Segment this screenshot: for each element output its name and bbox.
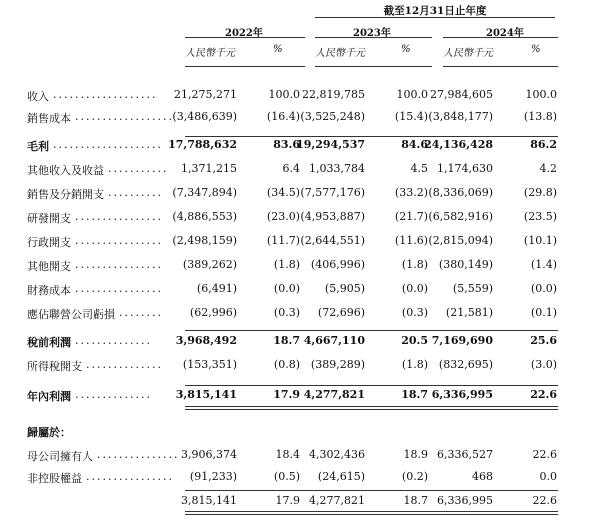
amount-cell: (7,577,176) [300, 186, 365, 199]
table-row [0, 424, 604, 444]
row-leader-dots: .................. [75, 110, 174, 123]
table-row [0, 210, 604, 230]
percent-cell: 25.6 [530, 334, 557, 347]
amount-cell: 4,667,110 [303, 334, 365, 347]
percent-cell: (13.8) [523, 110, 557, 123]
year-2022: 2022年 [225, 28, 263, 39]
rule-before-gross-profit [185, 136, 558, 137]
amount-cell: 3,906,374 [181, 448, 237, 461]
percent-cell: (15.4) [394, 110, 428, 123]
percent-cell: 4.5 [410, 162, 428, 175]
amount-cell: (24,615) [317, 470, 365, 483]
year-2024: 2024年 [486, 28, 524, 39]
amount-cell: (91,233) [189, 470, 237, 483]
row-leader-dots: ................ [75, 210, 163, 223]
percent-cell: (0.1) [530, 306, 557, 319]
row-leader-dots: ............... [97, 448, 180, 461]
percent-cell: 83.6 [273, 138, 300, 151]
table-row [0, 138, 604, 158]
amount-cell: 22,819,785 [302, 88, 365, 101]
rule-before-net [185, 385, 558, 386]
row-label: 行政開支 [27, 236, 71, 249]
amount-cell: 21,275,271 [174, 88, 237, 101]
unit-amount-2024: 人民幣千元 [443, 48, 493, 59]
percent-cell: 22.6 [532, 448, 557, 461]
percent-cell: (34.5) [266, 186, 300, 199]
amount-cell: 19,294,537 [296, 138, 365, 151]
percent-cell: 22.6 [530, 388, 557, 401]
year-2023: 2023年 [353, 28, 391, 39]
table-row [0, 162, 604, 182]
percent-cell: (0.8) [273, 358, 300, 371]
amount-cell: 4,277,821 [303, 388, 365, 401]
amount-cell: (72,696) [317, 306, 365, 319]
percent-cell: (11.6) [394, 234, 428, 247]
percent-cell: (33.2) [394, 186, 428, 199]
percent-cell: 17.9 [273, 388, 300, 401]
row-label: 銷售及分銷開支 [27, 188, 104, 201]
amount-cell: (4,886,553) [172, 210, 237, 223]
amount-cell: (7,347,894) [172, 186, 237, 199]
row-label: 毛利 [27, 140, 49, 153]
amount-cell: 468 [472, 470, 493, 483]
row-label: 母公司擁有人 [27, 450, 93, 463]
table-row [0, 448, 604, 468]
row-leader-dots: ................ [75, 234, 163, 247]
percent-cell: (10.1) [523, 234, 557, 247]
unit-amount-2023: 人民幣千元 [315, 48, 365, 59]
percent-cell: 100.0 [268, 88, 300, 101]
row-leader-dots: .............. [86, 358, 163, 371]
amount-cell: (3,848,177) [428, 110, 493, 123]
percent-cell: 18.4 [275, 448, 300, 461]
row-leader-dots: .................... [53, 138, 163, 151]
double-rule-total-b [185, 514, 558, 515]
amount-cell: 4,302,436 [309, 448, 365, 461]
row-leader-dots: ........ [119, 306, 163, 319]
amount-cell: (2,498,159) [172, 234, 237, 247]
row-label: 收入 [27, 90, 49, 103]
amount-cell: (62,996) [189, 306, 237, 319]
amount-cell: 6,336,995 [437, 494, 493, 507]
amount-cell: (5,559) [452, 282, 493, 295]
amount-cell: 17,788,632 [168, 138, 237, 151]
amount-cell: 1,033,784 [309, 162, 365, 175]
percent-cell: (3.0) [530, 358, 557, 371]
unit-pct-2023: % [401, 44, 411, 55]
unit-amount-2022: 人民幣千元 [185, 48, 235, 59]
amount-cell: (3,525,248) [300, 110, 365, 123]
amount-cell: 4,277,821 [309, 494, 365, 507]
amount-cell: 3,968,492 [175, 334, 237, 347]
table-row [0, 258, 604, 278]
percent-cell: 22.6 [532, 494, 557, 507]
double-rule-net-a [185, 406, 558, 407]
percent-cell: (1.8) [401, 258, 428, 271]
table-row [0, 470, 604, 490]
table-row [0, 388, 604, 408]
percent-cell: (0.3) [401, 306, 428, 319]
amount-cell: 1,371,215 [181, 162, 237, 175]
rule-before-pretax [185, 330, 558, 331]
percent-cell: (1.8) [273, 258, 300, 271]
row-leader-dots: .......... [108, 186, 163, 199]
table-row [0, 88, 604, 108]
percent-cell: (0.3) [273, 306, 300, 319]
percent-cell: (0.0) [530, 282, 557, 295]
percent-cell: 18.7 [273, 334, 300, 347]
percent-cell: 84.6 [401, 138, 428, 151]
amount-cell: (6,582,916) [428, 210, 493, 223]
percent-cell: (21.7) [394, 210, 428, 223]
table-row [0, 334, 604, 354]
row-leader-dots: .............. [75, 334, 152, 347]
amount-cell: (2,815,094) [428, 234, 493, 247]
row-label: 所得稅開支 [27, 360, 82, 373]
table-row [0, 110, 604, 130]
percent-cell: 18.9 [403, 448, 428, 461]
percent-cell: 17.9 [275, 494, 300, 507]
amount-cell: 6,336,995 [431, 388, 493, 401]
percent-cell: (0.0) [401, 282, 428, 295]
percent-cell: 6.4 [282, 162, 300, 175]
table-row [0, 282, 604, 302]
amount-cell: (4,953,887) [300, 210, 365, 223]
row-label: 稅前利潤 [27, 336, 71, 349]
percent-cell: 86.2 [530, 138, 557, 151]
amount-cell: 7,169,690 [431, 334, 493, 347]
row-leader-dots: .............. [75, 388, 152, 401]
row-leader-dots: ................ [75, 258, 163, 271]
row-label: 其他開支 [27, 260, 71, 273]
percent-cell: (23.0) [266, 210, 300, 223]
amount-cell: 27,984,605 [430, 88, 493, 101]
percent-cell: (1.4) [530, 258, 557, 271]
amount-cell: (8,336,069) [428, 186, 493, 199]
row-label: 研發開支 [27, 212, 71, 225]
row-label: 應佔聯營公司虧損 [27, 308, 115, 321]
amount-cell: (21,581) [445, 306, 493, 319]
table-row [0, 306, 604, 326]
percent-cell: 18.7 [401, 388, 428, 401]
amount-cell: (6,491) [196, 282, 237, 295]
percent-cell: (0.5) [273, 470, 300, 483]
amount-cell: (380,149) [438, 258, 493, 271]
row-label: 銷售成本 [27, 112, 71, 125]
amount-cell: (389,289) [310, 358, 365, 371]
table-row [0, 186, 604, 206]
double-rule-total-a [185, 511, 558, 512]
amount-cell: (832,695) [438, 358, 493, 371]
period-header: 截至12月31日止年度 [383, 5, 487, 17]
percent-cell: (11.7) [266, 234, 300, 247]
percent-cell: (1.8) [401, 358, 428, 371]
amount-cell: 1,174,630 [437, 162, 493, 175]
percent-cell: 100.0 [396, 88, 428, 101]
amount-cell: 3,815,141 [175, 388, 237, 401]
rule-before-total [185, 490, 558, 491]
amount-cell: 24,136,428 [424, 138, 493, 151]
amount-cell: (389,262) [182, 258, 237, 271]
percent-cell: 20.5 [401, 334, 428, 347]
table-row [0, 358, 604, 378]
unit-pct-2022: % [273, 44, 283, 55]
row-label: 歸屬於： [27, 426, 71, 439]
table-row [0, 234, 604, 254]
percent-cell: (16.4) [266, 110, 300, 123]
percent-cell: (0.2) [401, 470, 428, 483]
percent-cell: 18.7 [403, 494, 428, 507]
amount-cell: (5,905) [324, 282, 365, 295]
double-rule-net-b [185, 409, 558, 410]
amount-cell: (3,486,639) [172, 110, 237, 123]
row-label: 年內利潤 [27, 390, 71, 403]
percent-cell: (0.0) [273, 282, 300, 295]
row-leader-dots: ................ [75, 282, 163, 295]
amount-cell: (2,644,551) [300, 234, 365, 247]
percent-cell: 100.0 [525, 88, 557, 101]
percent-cell: (23.5) [523, 210, 557, 223]
percent-cell: (29.8) [523, 186, 557, 199]
amount-cell: (153,351) [182, 358, 237, 371]
row-leader-dots: ................... [53, 88, 158, 101]
row-leader-dots: ................ [86, 470, 174, 483]
percent-cell: 0.0 [539, 470, 557, 483]
period-header-rule [315, 17, 555, 18]
amount-cell: 6,336,527 [437, 448, 493, 461]
amount-cell: 3,815,141 [181, 494, 237, 507]
row-label: 非控股權益 [27, 472, 82, 485]
amount-cell: (406,996) [310, 258, 365, 271]
row-leader-dots: ........... [108, 162, 169, 175]
percent-cell: 4.2 [539, 162, 557, 175]
unit-pct-2024: % [531, 44, 541, 55]
row-label: 財務成本 [27, 284, 71, 297]
row-label: 其他收入及收益 [27, 164, 104, 177]
